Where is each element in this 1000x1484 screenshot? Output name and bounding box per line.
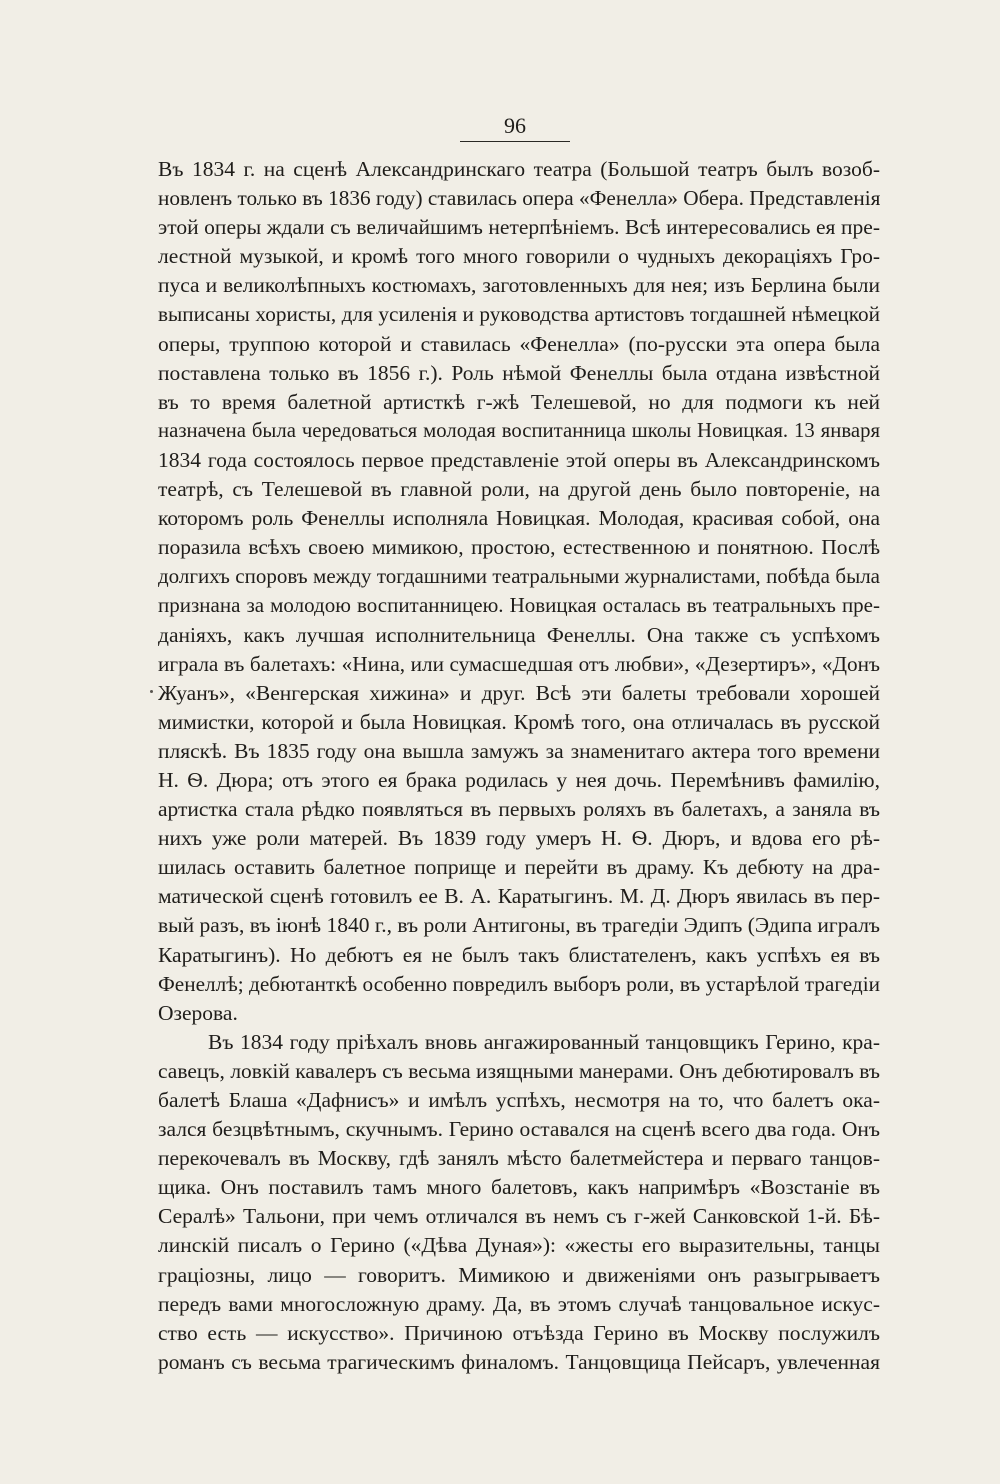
text-line: Въ 1834 году пріѣхалъ вновь ангажированный танцовщикъ Герино, кра- [208, 1029, 880, 1054]
text-line: граціозны, лицо — говоритъ. Мимикою и движеніями онъ разыгрываетъ [158, 1262, 880, 1287]
text-line: назначена была чередоваться молодая воспитанница школы Новицкая. 13 января [158, 419, 880, 442]
text-line: признана за молодою воспитанницею. Новицкая осталась въ театральныхъ пре- [158, 593, 880, 618]
text-line: лестной музыкой, и кромѣ того много говорили о чудныхъ декораціяхъ Гро- [158, 244, 880, 269]
text-line: въ то время балетной артисткѣ г-жѣ Телешевой, но для подмоги къ ней [158, 389, 880, 414]
print-speck [150, 690, 153, 693]
text-line: Н. Ѳ. Дюра; отъ этого ея брака родилась у нея дочь. Перемѣнивъ фамилію, [158, 767, 880, 792]
paragraph-gerino [158, 1028, 880, 1377]
page-number: 96 [460, 112, 570, 142]
text-line: выписаны хористы, для усиленія и руководства артистовъ тогдашней нѣмецкой [158, 302, 880, 327]
text-line: оперы, труппою которой и ставилась «Фенелла» (по-русски эта опера была [158, 331, 880, 356]
text-line: Въ 1834 г. на сценѣ Александринскаго театра (Большой театръ былъ возоб- [158, 157, 880, 181]
text-line: поставлена только въ 1856 г.). Роль нѣмой Фенеллы была отдана извѣстной [158, 360, 880, 385]
text-line: вый разъ, въ іюнѣ 1840 г., въ роли Антигоны, въ трагедіи Эдипъ (Эдипа игралъ [158, 913, 880, 938]
text-line: пляскѣ. Въ 1835 году она вышла замужъ за знаменитаго актера того времени [158, 738, 880, 763]
text-line: зался безцвѣтнымъ, скучнымъ. Герино оставался на сценѣ всего два года. Онъ [158, 1117, 880, 1142]
text-line: играла въ балетахъ: «Нина, или сумасшедшая отъ любви», «Дезертиръ», «Донъ [158, 651, 880, 676]
text-line: поразила всѣхъ своею мимикою, простою, естественною и понятною. Послѣ [158, 535, 880, 560]
text-line: даніяхъ, какъ лучшая исполнительница Фенеллы. Она также съ успѣхомъ [158, 622, 880, 647]
text-line: Каратыгинъ). Но дебютъ ея не былъ такъ блистателенъ, какъ успѣхъ ея въ [158, 942, 880, 967]
text-line: линскій писалъ о Герино («Дѣва Дуная»): «жесты его выразительны, танцы [158, 1233, 880, 1258]
text-line: матической сценѣ готовилъ ее В. А. Каратыгинъ. М. Д. Дюръ явилась въ пер- [158, 884, 880, 909]
text-line: которомъ роль Фенеллы исполняла Новицкая. Молодая, красивая собой, она [158, 506, 880, 531]
text-line: пуса и великолѣпныхъ костюмахъ, заготовленныхъ для нея; изъ Берлина были [158, 273, 880, 298]
text-line: мимистки, которой и была Новицкая. Кромѣ того, она отличалась въ русской [158, 709, 880, 734]
text-line: романъ съ весьма трагическимъ финаломъ. Танцовщица Пейсаръ, увлеченная [158, 1349, 880, 1374]
text-line: этой оперы ждали съ величайшимъ нетерпѣніемъ. Всѣ интересовались ея пре- [158, 215, 880, 240]
text-line: 1834 года состоялось первое представленіе этой оперы въ Александринскомъ [158, 447, 880, 472]
text-line: балетѣ Блаша «Дафнисъ» и имѣлъ успѣхъ, несмотря на то, что балетъ ока- [158, 1088, 880, 1112]
text-line: перекочевалъ въ Москву, гдѣ занялъ мѣсто балетмейстера и перваго танцов- [158, 1146, 880, 1171]
text-line: новленъ только въ 1836 году) ставилась опера «Фенелла» Обера. Представленія [158, 186, 880, 211]
text-line: нихъ уже роли матерей. Въ 1839 году умеръ Н. Ѳ. Дюръ, и вдова его рѣ- [158, 826, 880, 851]
text-line: ство есть — искусство». Причиною отъѣзда Герино въ Москву послужилъ [158, 1320, 880, 1345]
text-line: театрѣ, съ Телешевой въ главной роли, на другой день было повтореніе, на [158, 477, 880, 502]
text-line: Фенеллѣ; дебютанткѣ особенно повредилъ выборъ роли, въ устарѣлой трагедіи [158, 971, 880, 996]
text-line: Озерова. [158, 1000, 238, 1025]
text-line: передъ вами многосложную драму. Да, въ этомъ случаѣ танцовальное искус- [158, 1291, 880, 1316]
text-line: долгихъ споровъ между тогдашними театральными журналистами, побѣда была [158, 564, 880, 589]
text-line: Сералѣ» Тальони, при чемъ отличался въ немъ съ г-жей Санковской 1-й. Бѣ- [158, 1204, 880, 1229]
body-text [158, 155, 880, 1377]
text-line: савецъ, ловкій кавалеръ съ весьма изящными манерами. Онъ дебютировалъ въ [158, 1058, 880, 1083]
paragraph-fenella [158, 155, 880, 1028]
text-line: шилась оставить балетное поприще и перейти въ драму. Къ дебюту на дра- [158, 855, 880, 880]
text-line: щика. Онъ поставилъ тамъ много балетовъ, какъ напримѣръ «Возстаніе въ [158, 1175, 880, 1200]
text-line: Жуанъ», «Венгерская хижина» и друг. Всѣ эти балеты требовали хорошей [158, 680, 880, 705]
text-line: артистка стала рѣдко появляться въ первыхъ роляхъ въ балетахъ, а заняла въ [158, 797, 880, 822]
